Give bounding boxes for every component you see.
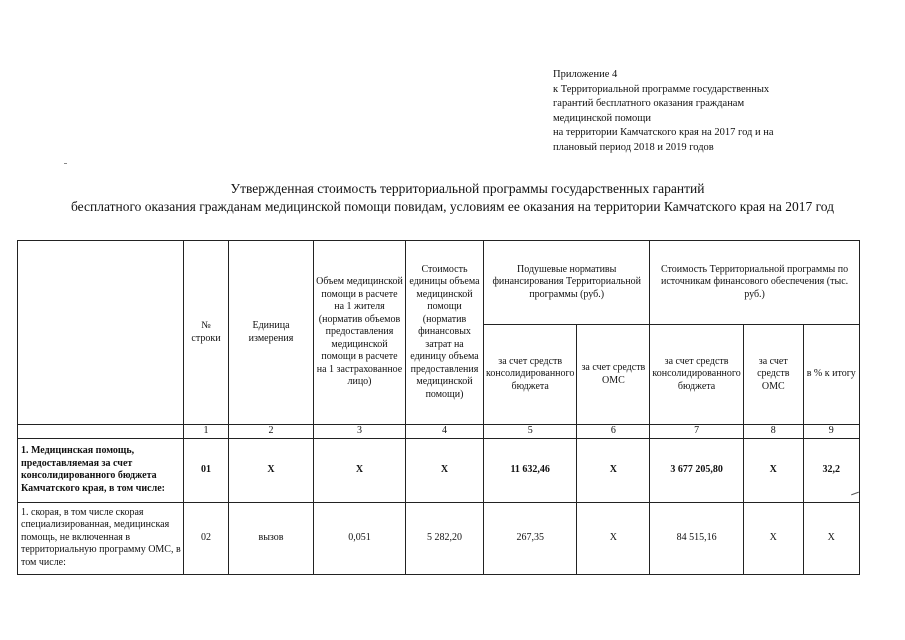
row-volume: 0,051	[314, 502, 406, 574]
header-pc-oms: за счет средств ОМС	[577, 325, 650, 425]
row-pc-oms: Х	[577, 438, 650, 502]
row-cg-budget: 3 677 205,80	[650, 438, 743, 502]
title-line-2: бесплатного оказания гражданам медицинской помощи повидам, условиям ее оказания на территории Камчатского края на 2017 год	[70, 199, 835, 214]
row-number: 01	[184, 438, 229, 502]
appendix-header	[553, 68, 774, 155]
header-name-cell	[18, 241, 184, 425]
column-number: 4	[406, 425, 484, 439]
row-pc-oms: Х	[577, 502, 650, 574]
header-row-no: № строки	[184, 241, 229, 425]
header-volume: Объем медицинской помощи в расчете на 1 жителя (норматив объемов предоставления медицинской помощи в расчете на 1 застрахованное лицо)	[314, 241, 406, 425]
cost-table	[17, 240, 860, 575]
column-number: 7	[650, 425, 743, 439]
table-row	[18, 502, 860, 574]
title-line-1: Утвержденная стоимость территориальной программы государственных гарантий	[230, 181, 705, 196]
row-pc-budget: 11 632,46	[484, 438, 577, 502]
row-volume: Х	[314, 438, 406, 502]
appendix-line: гарантий бесплатного оказания гражданам	[553, 98, 745, 109]
appendix-line: Приложение 4	[553, 69, 618, 80]
appendix-line: на территории Камчатского края на 2017 год и на	[553, 127, 774, 138]
row-unit: вызов	[229, 502, 314, 574]
appendix-line: медицинской помощи	[553, 112, 651, 124]
row-cg-percent: Х	[803, 502, 859, 574]
row-cg-budget: 84 515,16	[650, 502, 743, 574]
header-cg-percent: в % к итогу	[803, 325, 859, 425]
row-name: 1. Медицинская помощь, предоставляемая за счет консолидированного бюджета Камчатского края, в том числе:	[18, 438, 184, 502]
column-number: 3	[314, 425, 406, 439]
row-unit: Х	[229, 438, 314, 502]
column-number: 1	[184, 425, 229, 439]
table-row	[18, 438, 860, 502]
column-number-blank	[18, 425, 184, 439]
column-number: 8	[743, 425, 803, 439]
header-pc-budget: за счет средств консолидированного бюджета	[484, 325, 577, 425]
row-cg-oms: Х	[743, 438, 803, 502]
row-cg-percent: 32,2	[803, 438, 859, 502]
column-number: 5	[484, 425, 577, 439]
header-cg-oms: за счет средств ОМС	[743, 325, 803, 425]
header-cost: Стоимость единицы объема медицинской помощи (норматив финансовых затрат на единицу объема предоставления медицинской помощи)	[406, 241, 484, 425]
column-number: 6	[577, 425, 650, 439]
header-cost-group: Стоимость Территориальной программы по источникам финансового обеспечения (тыс. руб.)	[650, 241, 859, 325]
header-per-capita-group: Подушевые нормативы финансирования Территориальной программы (руб.)	[484, 241, 650, 325]
row-cost: Х	[406, 438, 484, 502]
column-number: 9	[803, 425, 859, 439]
row-number: 02	[184, 502, 229, 574]
row-cost: 5 282,20	[406, 502, 484, 574]
appendix-line: плановый период 2018 и 2019 годов	[553, 141, 714, 153]
scan-mark	[64, 163, 67, 164]
header-cg-budget: за счет средств консолидированного бюджета	[650, 325, 743, 425]
row-name: 1. скорая, в том числе скорая специализированная, медицинская помощь, не включенная в территориальную программу ОМС, в том числе:	[18, 502, 184, 574]
column-number: 2	[229, 425, 314, 439]
row-pc-budget: 267,35	[484, 502, 577, 574]
row-cg-oms: Х	[743, 502, 803, 574]
appendix-line: к Территориальной программе государственных	[553, 83, 770, 95]
document-title	[0, 180, 905, 216]
header-unit: Единица измерения	[229, 241, 314, 425]
